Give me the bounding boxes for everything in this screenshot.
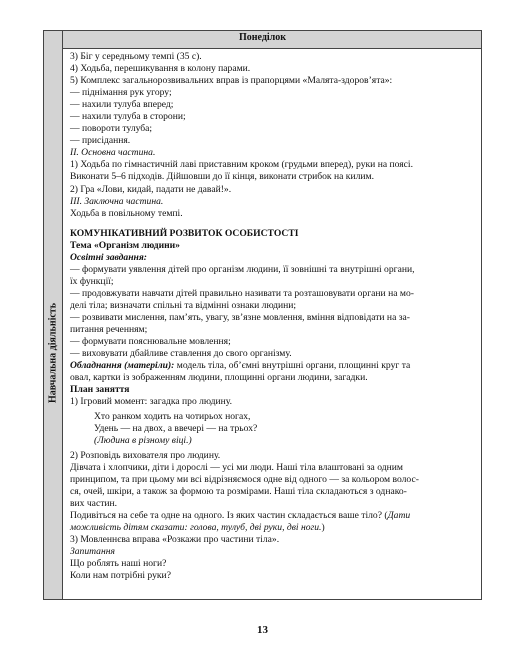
- lesson-table: [43, 30, 482, 600]
- line: овал, картки із зображенням людини, площинні органи людини, загадки.: [70, 372, 368, 384]
- riddle-line: Удень — на двох, а ввечері — на трьох?: [94, 423, 258, 435]
- line: 4) Ходьба, перешикування в колону парами.: [70, 63, 251, 75]
- spacer: [70, 220, 478, 228]
- line: Ходьба в повільному темпі.: [70, 207, 183, 219]
- question-line: [70, 510, 478, 522]
- equipment-label: Обладнання (матеріли):: [70, 360, 175, 372]
- hint-line: [70, 522, 478, 534]
- line: ся, очей, шкіри, а також за формою та розмірами. Наші тіла складаються з однако-: [70, 485, 407, 497]
- equipment-line: [70, 360, 478, 372]
- topic-line: [70, 240, 478, 252]
- hint-close: ): [321, 521, 325, 533]
- table-header: [44, 31, 481, 49]
- questions-heading: Запитання: [70, 545, 115, 557]
- line: принципом, та при цьому ми всі відрізняємося одне від одного — за кольором волос-: [70, 473, 419, 485]
- line: — піднімання рук угору;: [70, 87, 172, 99]
- day-title: Понеділок: [238, 32, 287, 43]
- line: 1) Ігровий момент: загадка про людину.: [70, 396, 232, 408]
- topic-label: Тема: [70, 239, 92, 251]
- line: Виконати 5–6 підходів. Дійшовши до її кінця, виконати стрибок на килим.: [70, 171, 374, 183]
- line: 2) Гра «Лови, кидай, падати не давай!».: [70, 183, 232, 195]
- line: 3) Біг у середньому темпі (35 с).: [70, 51, 202, 62]
- line: Коли нам потрібні руки?: [70, 569, 171, 581]
- section-heading: II. Основна частина.: [70, 147, 156, 159]
- line: Що роблять наші ноги?: [70, 557, 167, 569]
- question-hint: Дати: [387, 509, 411, 521]
- line: — нахили тулуба вперед;: [70, 99, 174, 111]
- line: делі тіла; визначати спільні та відмінні ознаки людини;: [70, 299, 297, 311]
- lesson-content: [70, 51, 478, 582]
- line: 5) Комплекс загальнорозвивальних вправ із прапорцями «Малята-здоров’ята»:: [70, 75, 393, 87]
- side-column: [44, 48, 63, 599]
- line: — розвивати мислення, пам’ять, увагу, зв’язне мовлення, вміння відповідати на за-: [70, 311, 410, 323]
- line: — формувати пояснювальне мовлення;: [70, 336, 231, 348]
- line: 2) Розповідь вихователя про людину.: [70, 449, 221, 461]
- line: їх функції;: [70, 275, 114, 287]
- page-number: 13: [257, 624, 268, 636]
- topic-name: «Організм людини»: [91, 239, 180, 251]
- line: питання реченням;: [70, 324, 148, 336]
- line: 3) Мовленнєва вправа «Розкажи про частини тіла».: [70, 533, 280, 545]
- plan-heading: План заняття: [70, 384, 130, 396]
- riddle-answer: (Людина в різному віці.): [94, 435, 192, 447]
- line: вих частин.: [70, 497, 118, 509]
- line: — нахили тулуба в сторони;: [70, 111, 186, 123]
- riddle-line: Хто ранком ходить на чотирьох ногах,: [94, 411, 251, 423]
- section-heading: III. Заключна частина.: [70, 195, 164, 207]
- line: — присідання.: [70, 135, 131, 147]
- line: — виховувати дбайливе ставлення до свого організму.: [70, 348, 292, 360]
- line: Дівчата і хлопчики, діти і дорослі — усі ми люди. Наші тіла влаштовані за одним: [70, 461, 403, 473]
- line: — повороти тулуба;: [70, 123, 153, 135]
- topic-heading: КОМУНІКАТИВНИЙ РОЗВИТОК ОСОБИСТОСТІ: [70, 227, 299, 239]
- line: 1) Ходьба по гімнастичній лаві приставним кроком (грудьми вперед), руки на поясі.: [70, 159, 413, 171]
- line: — продовжувати навчати дітей правильно називати та розташовувати органи на мо-: [70, 287, 414, 299]
- side-label: Навчальна діяльність: [47, 302, 59, 404]
- equipment-text: модель тіла, об’ємні внутрішні органи, площинні круг та: [174, 360, 411, 372]
- tasks-heading: Освітні завдання:: [70, 251, 147, 263]
- hint-text: можливість дітям сказати: голова, тулуб, дві руки, дві ноги.: [70, 521, 322, 533]
- line: — формувати уявлення дітей про організм людини, її зовнішні та внутрішні органи,: [70, 263, 415, 275]
- question-text: Подивіться на себе та одне на одного. Із яких частин складається ваше тіло? (: [70, 509, 388, 521]
